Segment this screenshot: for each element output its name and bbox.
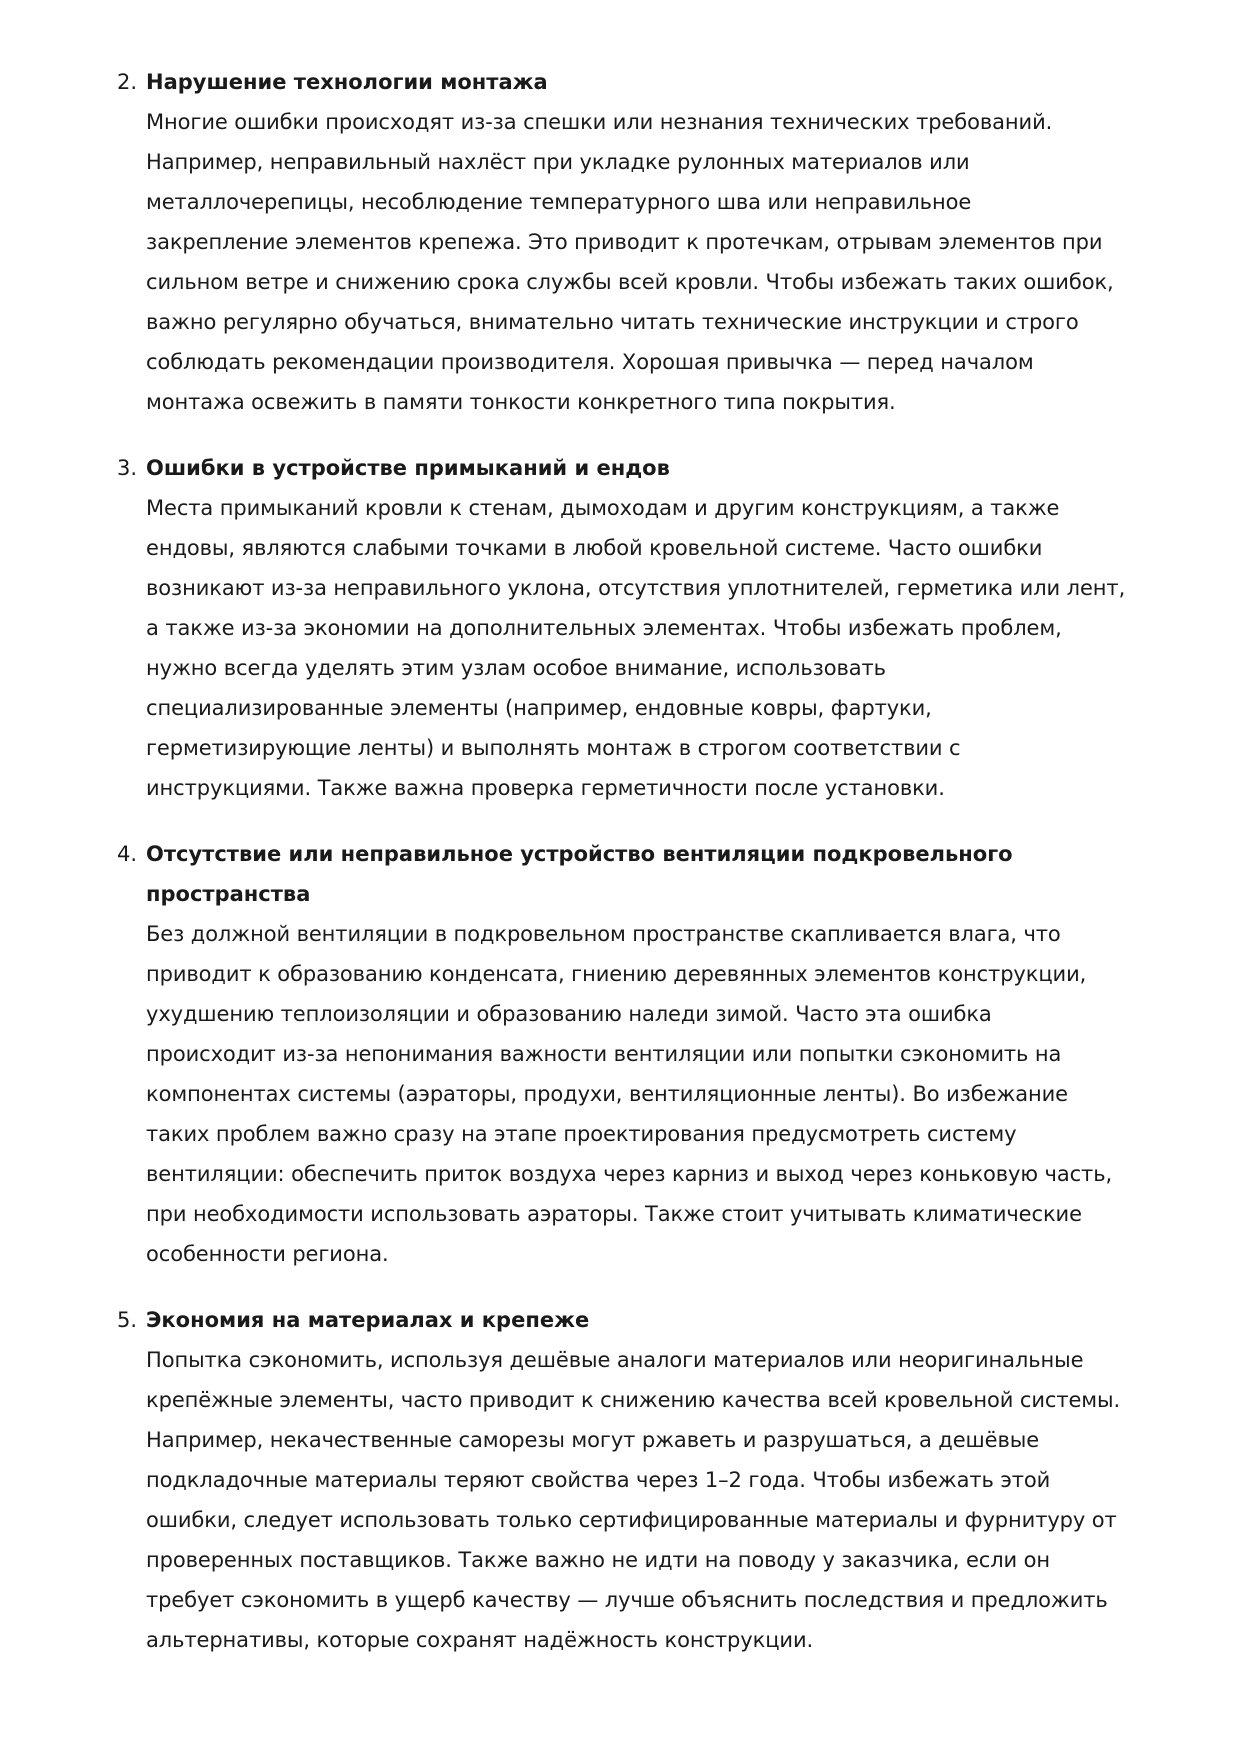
list-item-economy	[117, 1300, 1156, 1660]
body-line: соблюдать рекомендации производителя. Хорошая привычка — перед началом	[146, 350, 1034, 374]
title-line: Отсутствие или неправильное устройство вентиляции подкровельного	[146, 842, 1013, 866]
item-title	[146, 834, 1156, 914]
body-line: Без должной вентиляции в подкровельном пространстве скапливается влага, что	[146, 922, 1061, 946]
body-line: Места примыканий кровли к стенам, дымоходам и другим конструкциям, а также	[146, 496, 1060, 520]
item-number: 5.	[117, 1308, 138, 1332]
body-line: происходит из-за непонимания важности вентиляции или попытки сэкономить на	[146, 1042, 1062, 1066]
body-line: Многие ошибки происходят из-за спешки или незнания технических требований.	[146, 110, 1053, 134]
item-body	[146, 488, 1156, 808]
body-line: закрепление элементов крепежа. Это приводит к протечкам, отрывам элементов при	[146, 230, 1103, 254]
item-title: Ошибки в устройстве примыканий и ендов	[146, 456, 670, 480]
body-line: ухудшению теплоизоляции и образованию наледи зимой. Часто эта ошибка	[146, 1002, 992, 1026]
body-line: компонентах системы (аэраторы, продухи, вентиляционные ленты). Во избежание	[146, 1082, 1068, 1106]
body-line: крепёжные элементы, часто приводит к снижению качества всей кровельной системы.	[146, 1388, 1121, 1412]
item-number: 3.	[117, 456, 138, 480]
body-line: альтернативы, которые сохранят надёжность конструкции.	[146, 1628, 814, 1652]
body-line: вентиляции: обеспечить приток воздуха через карниз и выход через коньковую часть,	[146, 1162, 1113, 1186]
body-line: нужно всегда уделять этим узлам особое внимание, использовать	[146, 656, 886, 680]
body-line: ендовы, являются слабыми точками в любой кровельной системе. Часто ошибки	[146, 536, 1043, 560]
item-body	[146, 1340, 1156, 1660]
item-title: Нарушение технологии монтажа	[146, 70, 548, 94]
body-line: а также из-за экономии на дополнительных элементах. Чтобы избежать проблем,	[146, 616, 1062, 640]
list-item-technology	[117, 62, 1156, 422]
body-line: специализированные элементы (например, ендовные ковры, фартуки,	[146, 696, 932, 720]
body-line: герметизирующие ленты) и выполнять монтаж в строгом соответствии с	[146, 736, 961, 760]
title-line: пространства	[146, 882, 311, 906]
body-line: монтажа освежить в памяти тонкости конкретного типа покрытия.	[146, 390, 896, 414]
body-line: Попытка сэкономить, используя дешёвые аналоги материалов или неоригинальные	[146, 1348, 1084, 1372]
body-line: подкладочные материалы теряют свойства через 1–2 года. Чтобы избежать этой	[146, 1468, 1051, 1492]
item-number: 4.	[117, 842, 138, 866]
item-title: Экономия на материалах и крепеже	[146, 1308, 590, 1332]
body-line: возникают из-за неправильного уклона, отсутствия уплотнителей, герметика или лент,	[146, 576, 1126, 600]
body-line: сильном ветре и снижению срока службы всей кровли. Чтобы избежать таких ошибок,	[146, 270, 1114, 294]
body-line: инструкциями. Также важна проверка герметичности после установки.	[146, 776, 945, 800]
body-line: металлочерепицы, несоблюдение температурного шва или неправильное	[146, 190, 972, 214]
body-line: проверенных поставщиков. Также важно не идти на поводу у заказчика, если он	[146, 1548, 1051, 1572]
body-line: Например, неправильный нахлёст при укладке рулонных материалов или	[146, 150, 970, 174]
body-line: ошибки, следует использовать только сертифицированные материалы и фурнитуру от	[146, 1508, 1117, 1532]
body-line: требует сэкономить в ущерб качеству — лучше объяснить последствия и предложить	[146, 1588, 1108, 1612]
body-line: Например, некачественные саморезы могут ржаветь и разрушаться, а дешёвые	[146, 1428, 1040, 1452]
item-number: 2.	[117, 70, 138, 94]
body-line: таких проблем важно сразу на этапе проектирования предусмотреть систему	[146, 1122, 1017, 1146]
body-line: особенности региона.	[146, 1242, 389, 1266]
list-item-ventilation	[117, 834, 1156, 1274]
body-line: важно регулярно обучаться, внимательно читать технические инструкции и строго	[146, 310, 1079, 334]
list-item-junctions	[117, 448, 1156, 808]
item-body	[146, 914, 1156, 1274]
item-body	[146, 102, 1156, 422]
body-line: приводит к образованию конденсата, гниению деревянных элементов конструкции,	[146, 962, 1087, 986]
body-line: при необходимости использовать аэраторы. Также стоит учитывать климатические	[146, 1202, 1082, 1226]
